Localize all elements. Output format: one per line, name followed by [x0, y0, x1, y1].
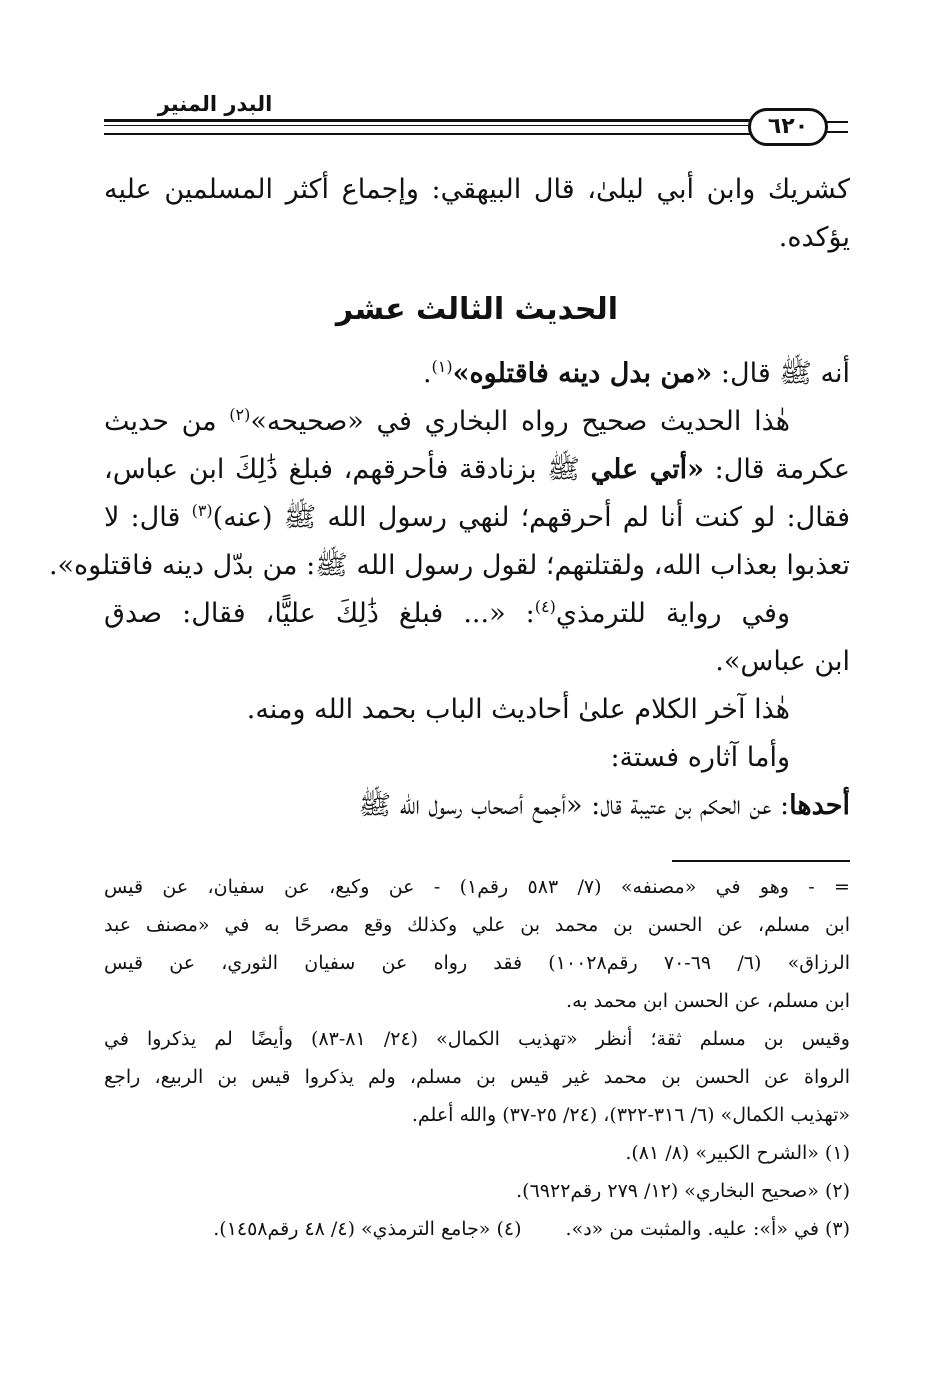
main-text: [48, 350, 851, 830]
text-run: ﷺ بزنادقة فأحرقهم، فبلغ ذَٰلِكَ ابن عباس،: [104, 454, 591, 485]
footnote-line: «تهذيب الكمال» (٦/ ٣١٦-٣٢٢)، (٢٤/ ٢٥-٣٧) والله أعلم.: [411, 1104, 850, 1126]
text-line: ابن عباس».: [715, 646, 850, 677]
text-line: [104, 590, 850, 638]
running-header-title: البدر المنير: [157, 92, 273, 116]
footnote-line: = - وهو في «مصنفه» (٧/ ٥٨٣ رقم١) - عن وكيع، عن سفيان، عن قيس: [104, 876, 850, 898]
hadith-suffix: .: [422, 358, 432, 389]
text-run: فقال: لو كنت أنا لم أحرقهم؛ لنهي رسول الله ﷺ (عنه): [212, 502, 851, 533]
text-line: [104, 446, 850, 494]
text-run: : «... فبلغ ذَٰلِكَ عليًّا، فقال: صدق: [104, 598, 535, 629]
page-number: ٦٢٠: [748, 108, 828, 146]
header-rule: [104, 119, 752, 122]
footnotes: [104, 868, 850, 1248]
footnote-4: (٤) «جامع الترمذي» (٤/ ٤٨ رقم١٤٥٨).: [213, 1218, 522, 1240]
text-run: من حديث: [104, 406, 230, 437]
text-line: كشريك وابن أبي ليلىٰ، قال البيهقي: وإجماع أكثر المسلمين عليه: [104, 174, 850, 205]
footnote-ref: (٢): [229, 405, 251, 424]
header-rule: [104, 133, 752, 135]
hadith-line: [104, 350, 850, 398]
footnote-1: (١) «الشرح الكبير» (٨/ ٨١).: [625, 1142, 850, 1164]
footnote-line: ابن مسلم، عن الحسن ابن محمد به.: [566, 990, 850, 1012]
quote-start: «أتي علي: [590, 454, 704, 485]
text-run: قال: لا: [104, 502, 192, 533]
hadith-prefix: أنه ﷺ قال:: [712, 358, 850, 389]
footnote-line: الرواة عن الحسن بن محمد غير قيس بن مسلم، ولم يذكروا قيس بن الربيع، راجع: [104, 1066, 850, 1088]
text-run: : عن الحكم بن عتيبة قال: «أجمع أصحاب رسول الله ﷺ: [358, 790, 790, 821]
footnote-ref: (١): [431, 357, 453, 376]
text-line: هٰذا آخر الكلام علىٰ أحاديث الباب بحمد الله ومنه.: [246, 694, 790, 725]
footnote-line: الرزاق» (٦/ ٦٩-٧٠ رقم١٠٠٢٨) فقد رواه عن سفيان الثوري، عن قيس: [104, 952, 850, 974]
footnote-ref: (٤): [534, 597, 556, 616]
footnote-2: (٢) «صحيح البخاري» (١٢/ ٢٧٩ رقم٦٩٢٢).: [516, 1180, 850, 1202]
text-line: [104, 782, 850, 830]
footnote-ref: (٣): [191, 501, 213, 520]
text-line: تعذبوا بعذاب الله، ولقتلتهم؛ لقول رسول الله ﷺ: من بدّل دينه فاقتلوه».: [48, 550, 850, 581]
text-line: [104, 494, 850, 542]
header-rule: [104, 125, 752, 126]
header-rule: [824, 131, 848, 133]
text-run: هٰذا الحديث صحيح رواه البخاري في «صحيحه»: [250, 406, 790, 437]
item-label: أحدها: [789, 790, 850, 821]
text-run: وفي رواية للترمذي: [555, 598, 790, 629]
intro-paragraph: [104, 166, 850, 262]
text-line: يؤكده.: [778, 222, 850, 253]
footnote-row: [104, 1210, 850, 1248]
section-heading: الحديث الثالث عشر: [335, 292, 619, 327]
footnote-3: (٣) في «أ»: عليه. والمثبت من «د».: [565, 1218, 850, 1240]
footnote-separator: [672, 860, 850, 862]
text-line: [104, 398, 850, 446]
hadith-text: «من بدل دينه فاقتلوه»: [452, 358, 713, 389]
footnote-line: وقيس بن مسلم ثقة؛ أنظر «تهذيب الكمال» (٢٤/ ٨١-٨٣) وأيضًا لم يذكروا في: [104, 1028, 850, 1050]
text-run: عكرمة قال:: [704, 454, 850, 485]
footnote-line: ابن مسلم، عن الحسن بن محمد بن علي وكذلك وقع مصرحًا به في «مصنف عبد: [104, 914, 850, 936]
text-line: وأما آثاره فستة:: [610, 742, 790, 773]
